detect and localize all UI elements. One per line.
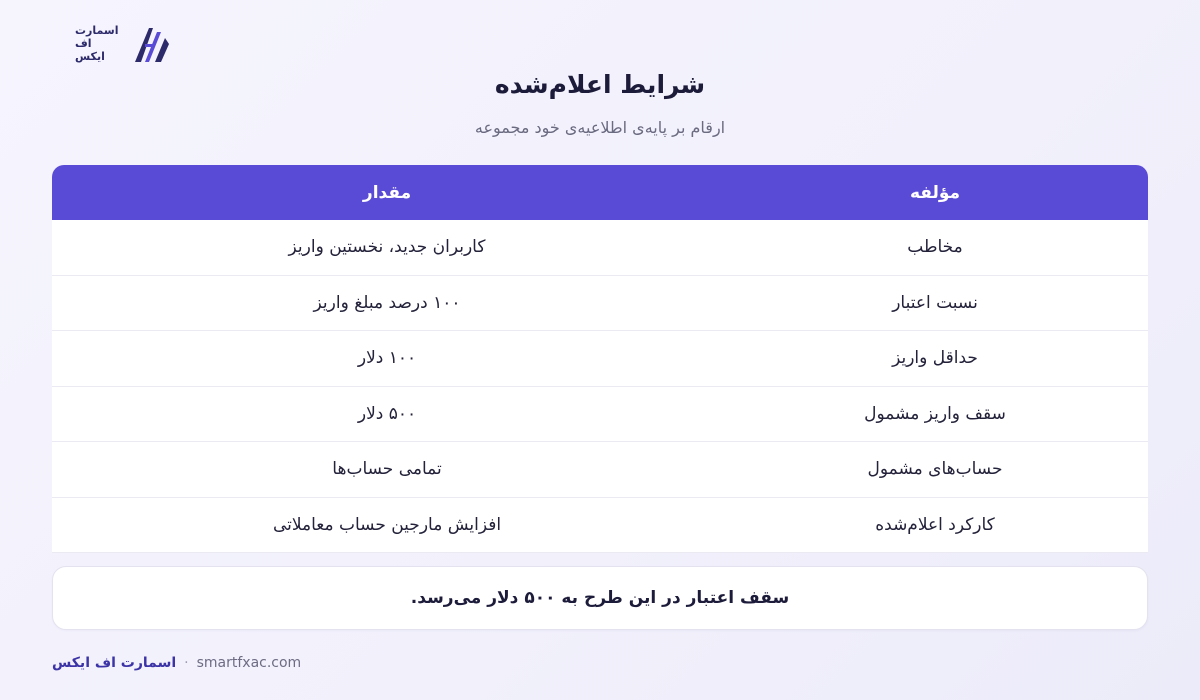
page-subtitle: ارقام بر پایه‌ی اطلاعیه‌ی خود مجموعه bbox=[474, 118, 726, 137]
table-cell-component: سقف واریز مشمول bbox=[864, 403, 1006, 424]
table-cell-value: ۱۰۰ درصد مبلغ واریز bbox=[313, 292, 461, 313]
footer-separator: · bbox=[184, 655, 189, 671]
table-cell-component: حداقل واریز bbox=[892, 348, 978, 369]
table-row bbox=[52, 220, 1148, 276]
table-cell-component: مخاطب bbox=[907, 237, 963, 258]
table-row bbox=[52, 276, 1148, 332]
table-row bbox=[52, 498, 1148, 554]
logo-wordmark bbox=[75, 24, 129, 63]
footer bbox=[52, 655, 301, 671]
footer-brand: اسمارت اف ایکس bbox=[52, 655, 177, 671]
brand-logo bbox=[75, 22, 175, 70]
table-row bbox=[52, 442, 1148, 498]
page-title: شرایط اعلام‌شده bbox=[494, 70, 706, 99]
table-cell-value: کاربران جدید، نخستین واریز bbox=[288, 237, 486, 258]
table-cell-component: حساب‌های مشمول bbox=[867, 459, 1003, 480]
table-cell-value: افزایش مارجین حساب معاملاتی bbox=[272, 514, 502, 535]
column-header-component: مؤلفه bbox=[909, 182, 961, 203]
logo-line-1: اسمارت bbox=[75, 24, 119, 37]
table-row bbox=[52, 331, 1148, 387]
logo-mark-icon bbox=[131, 22, 171, 66]
table-row bbox=[52, 387, 1148, 443]
logo-line-3: ایکس bbox=[75, 50, 105, 63]
footer-website: smartfxac.com bbox=[196, 655, 302, 671]
table-cell-value: تمامی حساب‌ها bbox=[332, 459, 442, 480]
table-cell-component: نسبت اعتبار bbox=[892, 292, 978, 313]
conditions-table bbox=[52, 165, 1148, 553]
table-cell-value: ۵۰۰ دلار bbox=[357, 403, 417, 424]
summary-note: سقف اعتبار در این طرح به ۵۰۰ دلار می‌رسد. bbox=[52, 566, 1148, 630]
table-cell-value: ۱۰۰ دلار bbox=[357, 348, 417, 369]
table-header bbox=[52, 165, 1148, 220]
column-header-value: مقدار bbox=[362, 182, 412, 203]
logo-line-2: اف bbox=[75, 37, 92, 50]
table-cell-component: کارکرد اعلام‌شده bbox=[875, 514, 995, 535]
